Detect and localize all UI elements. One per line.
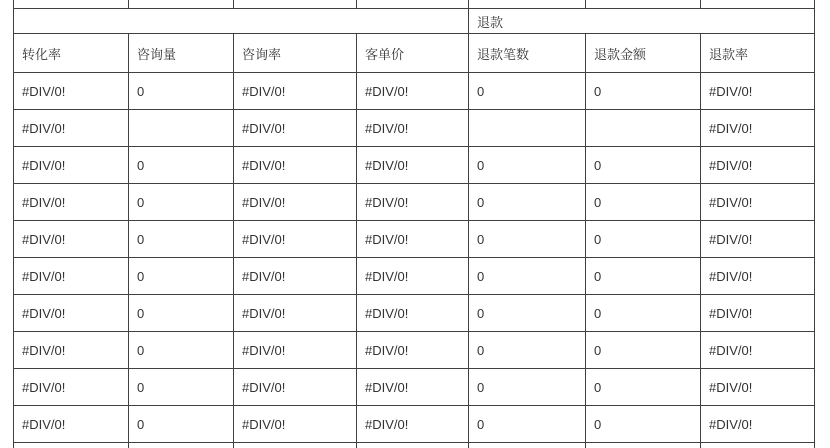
table-cell: #DIV/0!	[14, 406, 129, 443]
table-cell: #DIV/0!	[234, 221, 357, 258]
table-cell: #DIV/0!	[14, 221, 129, 258]
clipped-cell	[469, 0, 586, 9]
table-cell: #DIV/0!	[234, 258, 357, 295]
table-cell: 0	[586, 258, 701, 295]
table-cell: #DIV/0!	[701, 258, 815, 295]
table-row	[14, 110, 815, 147]
table-cell: #DIV/0!	[234, 369, 357, 406]
table-cell	[586, 443, 701, 448]
col-header-refund-count: 退款笔数	[469, 34, 586, 73]
table-cell: #DIV/0!	[357, 221, 469, 258]
report-table	[13, 0, 815, 448]
col-header-inquiry-rate: 咨询率	[234, 34, 357, 73]
table-cell: #DIV/0!	[14, 332, 129, 369]
table-row	[14, 332, 815, 369]
table-cell: #DIV/0!	[701, 147, 815, 184]
table-row	[14, 184, 815, 221]
table-cell: 0	[586, 73, 701, 110]
table-cell: 0	[469, 332, 586, 369]
table-cell: 0	[586, 147, 701, 184]
table-cell: #DIV/0!	[701, 295, 815, 332]
table-cell	[129, 110, 234, 147]
table-cell: 0	[469, 295, 586, 332]
table-cell: #DIV/0!	[357, 406, 469, 443]
table-cell: 0	[129, 147, 234, 184]
table-cell	[469, 443, 586, 448]
table-cell: #DIV/0!	[357, 258, 469, 295]
table-cell: #DIV/0!	[357, 369, 469, 406]
table-cell: #DIV/0!	[357, 295, 469, 332]
col-header-refund-rate: 退款率	[701, 34, 815, 73]
table-cell: 0	[469, 221, 586, 258]
table-cell	[14, 443, 129, 448]
table-cell	[234, 443, 357, 448]
table-cell: #DIV/0!	[14, 147, 129, 184]
table-cell: #DIV/0!	[234, 332, 357, 369]
table-cell: 0	[586, 295, 701, 332]
header-spacer-cell	[14, 9, 469, 34]
table-row	[14, 221, 815, 258]
table-cell: #DIV/0!	[357, 184, 469, 221]
table-cell: 0	[469, 147, 586, 184]
table-cell: #DIV/0!	[234, 295, 357, 332]
table-row	[14, 258, 815, 295]
table-row	[14, 406, 815, 443]
table-cell: #DIV/0!	[701, 221, 815, 258]
table-cell: 0	[586, 332, 701, 369]
col-header-inquiry-volume: 咨询量	[129, 34, 234, 73]
clipped-bottom-row	[14, 443, 815, 448]
table-cell: #DIV/0!	[357, 73, 469, 110]
table-cell: 0	[469, 369, 586, 406]
table-cell: 0	[469, 258, 586, 295]
clipped-top-row	[14, 0, 815, 9]
table-cell: 0	[129, 73, 234, 110]
table-cell: #DIV/0!	[701, 406, 815, 443]
col-header-avg-order-value: 客单价	[357, 34, 469, 73]
clipped-cell	[129, 0, 234, 9]
table-cell: #DIV/0!	[234, 147, 357, 184]
table-cell: #DIV/0!	[701, 184, 815, 221]
table-cell: #DIV/0!	[234, 110, 357, 147]
table-cell	[701, 443, 815, 448]
table-cell: 0	[129, 184, 234, 221]
table-row	[14, 295, 815, 332]
table-cell: 0	[129, 221, 234, 258]
table-cell: #DIV/0!	[234, 406, 357, 443]
table-cell: #DIV/0!	[234, 73, 357, 110]
refund-group-row	[14, 9, 815, 34]
table-cell: #DIV/0!	[14, 73, 129, 110]
col-header-refund-amount: 退款金额	[586, 34, 701, 73]
table-cell: 0	[586, 406, 701, 443]
table-cell: 0	[586, 221, 701, 258]
table-cell: #DIV/0!	[14, 110, 129, 147]
table-row	[14, 369, 815, 406]
table-cell: 0	[129, 258, 234, 295]
column-header-row	[14, 34, 815, 73]
table-cell: 0	[129, 406, 234, 443]
table-cell: 0	[129, 295, 234, 332]
table-cell: #DIV/0!	[357, 332, 469, 369]
table-cell: 0	[469, 184, 586, 221]
table-cell: #DIV/0!	[701, 110, 815, 147]
table-cell: 0	[129, 369, 234, 406]
table-cell: #DIV/0!	[701, 332, 815, 369]
table-cell: #DIV/0!	[701, 369, 815, 406]
table-cell	[586, 110, 701, 147]
table-cell: #DIV/0!	[14, 369, 129, 406]
clipped-cell	[14, 0, 129, 9]
table-cell: #DIV/0!	[14, 184, 129, 221]
col-header-conversion-rate: 转化率	[14, 34, 129, 73]
clipped-cell	[357, 0, 469, 9]
table-row	[14, 147, 815, 184]
clipped-cell	[701, 0, 815, 9]
table-cell: #DIV/0!	[14, 295, 129, 332]
table-cell	[357, 443, 469, 448]
table-cell	[129, 443, 234, 448]
refund-group-header: 退款	[469, 9, 815, 34]
table-cell	[469, 110, 586, 147]
table-cell: 0	[586, 184, 701, 221]
table-cell: #DIV/0!	[234, 184, 357, 221]
table-cell: #DIV/0!	[357, 110, 469, 147]
clipped-cell	[234, 0, 357, 9]
table-row	[14, 73, 815, 110]
table-cell: 0	[586, 369, 701, 406]
clipped-cell	[586, 0, 701, 9]
table-cell: #DIV/0!	[14, 258, 129, 295]
table-cell: 0	[129, 332, 234, 369]
table-cell: 0	[469, 406, 586, 443]
table-cell: #DIV/0!	[357, 147, 469, 184]
table-cell: 0	[469, 73, 586, 110]
table-cell: #DIV/0!	[701, 73, 815, 110]
